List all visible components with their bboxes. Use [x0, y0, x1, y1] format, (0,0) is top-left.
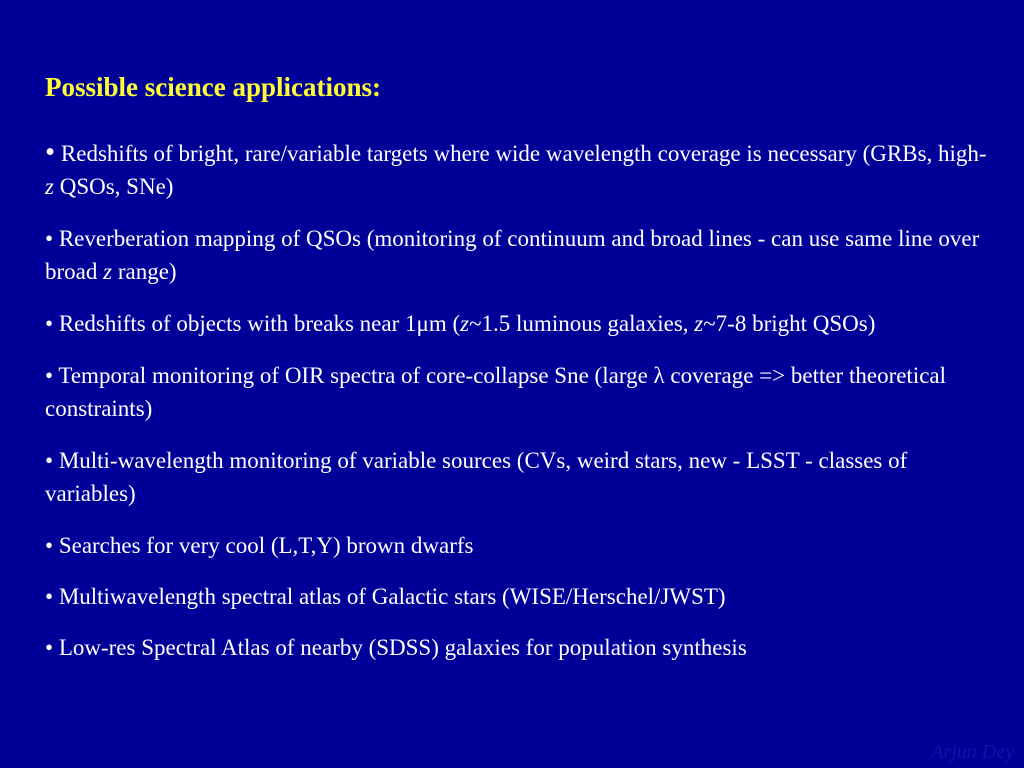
bullet-text: QSOs, SNe) [53, 174, 174, 199]
author-watermark: Arjun Dey [931, 741, 1014, 763]
bullet-text: Reverberation mapping of QSOs (monitoring of continuum and broad lines - can use same line over broad [45, 226, 980, 284]
bullet-item [45, 359, 995, 425]
bullet-item [45, 580, 995, 613]
bullet-italic-text: z [45, 174, 54, 199]
bullet-dot: • [45, 226, 54, 251]
bullet-item [45, 444, 995, 510]
bullet-dot: • [45, 635, 54, 660]
bullet-item [45, 307, 995, 340]
bullet-italic-text: z [103, 259, 113, 284]
bullet-dot: • [45, 311, 54, 336]
bullet-italic-text: z [694, 311, 704, 336]
bullet-text: range) [112, 259, 177, 284]
bullet-dot: • [45, 448, 54, 473]
bullet-dot: • [45, 363, 54, 388]
bullet-text: Multi-wavelength monitoring of variable sources (CVs, weird stars, new - LSST - classes of variables) [45, 448, 908, 506]
bullet-text: ~7-8 bright QSOs) [703, 311, 876, 336]
bullet-dot: • [45, 584, 54, 609]
bullet-item [45, 631, 995, 664]
bullet-text: Low-res Spectral Atlas of nearby (SDSS) galaxies for population synthesis [53, 635, 747, 660]
bullet-text: Multiwavelength spectral atlas of Galactic stars (WISE/Herschel/JWST) [53, 584, 726, 609]
bullet-text: Redshifts of objects with breaks near 1μm ( [53, 311, 461, 336]
bullet-text: ~1.5 luminous galaxies, [469, 311, 695, 336]
bullet-item [45, 222, 995, 288]
slide-title: Possible science applications: [45, 72, 381, 102]
bullet-dot: • [45, 136, 56, 168]
bullet-text: Redshifts of bright, rare/variable targets where wide wavelength coverage is necessary (GRBs, high- [55, 141, 987, 166]
bullet-item [45, 529, 995, 562]
bullet-item [45, 136, 995, 203]
bullet-text: Searches for very cool (L,T,Y) brown dwarfs [53, 533, 474, 558]
bullet-list [45, 136, 995, 682]
bullet-italic-text: z [460, 311, 470, 336]
bullet-text: Temporal monitoring of OIR spectra of core-collapse Sne (large λ coverage => better theoretical constraints) [45, 363, 947, 421]
bullet-dot: • [45, 533, 54, 558]
